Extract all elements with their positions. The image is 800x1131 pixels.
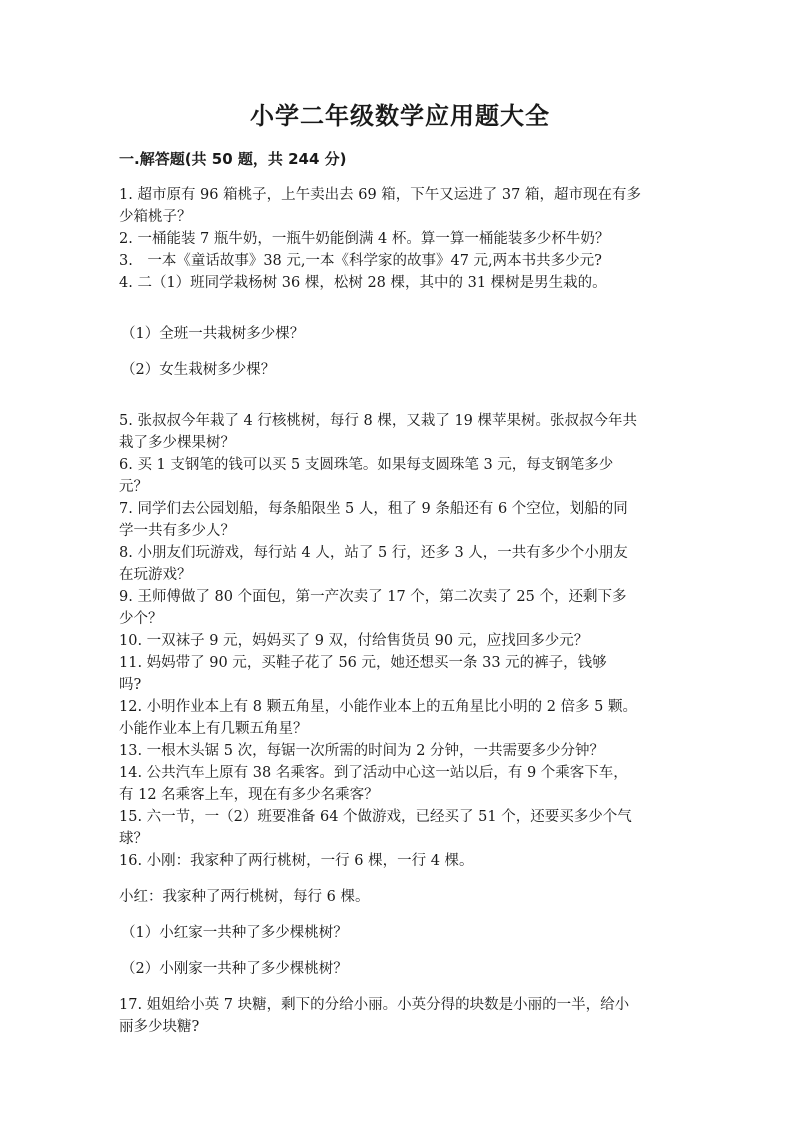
question-15-line-2: 球？ — [119, 831, 148, 847]
spacer — [119, 944, 684, 958]
question-16: 16. 小刚：我家种了两行桃树，一行 6 棵，一行 4 棵。 — [119, 853, 474, 869]
question-7-line-2: 学一共有多少人？ — [119, 523, 235, 539]
question-11-line-2: 吗? — [119, 677, 142, 693]
section-heading: 一.解答题(共 50 题，共 244 分) — [119, 150, 347, 168]
question-7-line-1: 7. 同学们去公园划船，每条船限坐 5 人，租了 9 条船还有 6 个空位，划船的同 — [119, 501, 628, 517]
question-16-sub-2: （2）小刚家一共种了多少棵桃树？ — [121, 961, 348, 977]
question-9-line-1: 9. 王师傅做了 80 个面包，第一产次卖了 17 个，第二次卖了 25 个，还剩下多 — [119, 589, 627, 605]
question-16-sub-1: （1）小红家一共种了多少棵桃树？ — [121, 925, 348, 941]
question-15-line-1: 15. 六一节，一（2）班要准备 64 个做游戏，已经买了 51 个，还要买多少个气 — [119, 809, 632, 825]
question-10: 10. 一双袜子 9 元，妈妈买了 9 双，付给售货员 90 元，应找回多少元？ — [119, 633, 589, 649]
question-8-line-2: 在玩游戏？ — [119, 567, 192, 583]
spacer — [119, 872, 684, 886]
question-1-line-2: 少箱桃子？ — [119, 209, 192, 225]
question-14-line-1: 14. 公共汽车上原有 38 名乘客。到了活动中心这一站以后，有 9 个乘客下车， — [119, 765, 628, 781]
spacer — [119, 980, 684, 994]
question-1-line-1: 1. 超市原有 96 箱桃子，上午卖出去 69 箱，下午又运进了 37 箱，超市现在有多 — [119, 187, 641, 203]
question-8-line-1: 8. 小朋友们玩游戏，每行站 4 人，站了 5 行，还多 3 人，一共有多少个小朋友 — [119, 545, 628, 561]
spacer — [119, 381, 684, 410]
page-title: 小学二年级数学应用题大全 — [250, 102, 550, 130]
question-12-line-2: 小能作业本上有几颗五角星？ — [119, 721, 308, 737]
question-5-line-1: 5. 张叔叔今年栽了 4 行核桃树，每行 8 棵，又栽了 19 棵苹果树。张叔叔今年共 — [119, 413, 637, 429]
question-14-line-2: 有 12 名乘客上车，现在有多少名乘客？ — [119, 787, 379, 803]
question-6-line-1: 6. 买 1 支钢笔的钱可以买 5 支圆珠笔。如果每支圆珠笔 3 元，每支钢笔多少 — [119, 457, 614, 473]
question-list — [119, 184, 684, 1038]
spacer — [119, 294, 684, 323]
spacer — [119, 345, 684, 359]
question-17-line-1: 17. 姐姐给小英 7 块糖，剩下的分给小丽。小英分得的块数是小丽的一半，给小 — [119, 997, 630, 1013]
question-4-sub-1: （1）全班一共栽树多少棵？ — [121, 326, 305, 342]
question-2: 2. 一桶能装 7 瓶牛奶，一瓶牛奶能倒满 4 杯。算一算一桶能装多少杯牛奶？ — [119, 231, 610, 247]
question-11-line-1: 11. 妈妈带了 90 元，买鞋子花了 56 元，她还想买一条 33 元的裤子，钱够 — [119, 655, 607, 671]
question-12-line-1: 12. 小明作业本上有 8 颗五角星，小能作业本上的五角星比小明的 2 倍多 5 颗。 — [119, 699, 637, 715]
question-17-line-2: 丽多少块糖? — [119, 1019, 200, 1035]
question-4-sub-2: （2）女生栽树多少棵？ — [121, 362, 276, 378]
question-16-line-2: 小红：我家种了两行桃树，每行 6 棵。 — [119, 889, 370, 905]
question-9-line-2: 少个？ — [119, 611, 163, 627]
question-6-line-2: 元？ — [119, 479, 148, 495]
question-3: 3. 一本《童话故事》38 元,一本《科学家的故事》47 元,两本书共多少元? — [119, 253, 602, 269]
question-4: 4. 二（1）班同学栽杨树 36 棵，松树 28 棵，其中的 31 棵树是男生栽的。 — [119, 275, 607, 291]
question-13: 13. 一根木头锯 5 次，每锯一次所需的时间为 2 分钟，一共需要多少分钟？ — [119, 743, 605, 759]
question-5-line-2: 栽了多少棵果树？ — [119, 435, 235, 451]
spacer — [119, 908, 684, 922]
